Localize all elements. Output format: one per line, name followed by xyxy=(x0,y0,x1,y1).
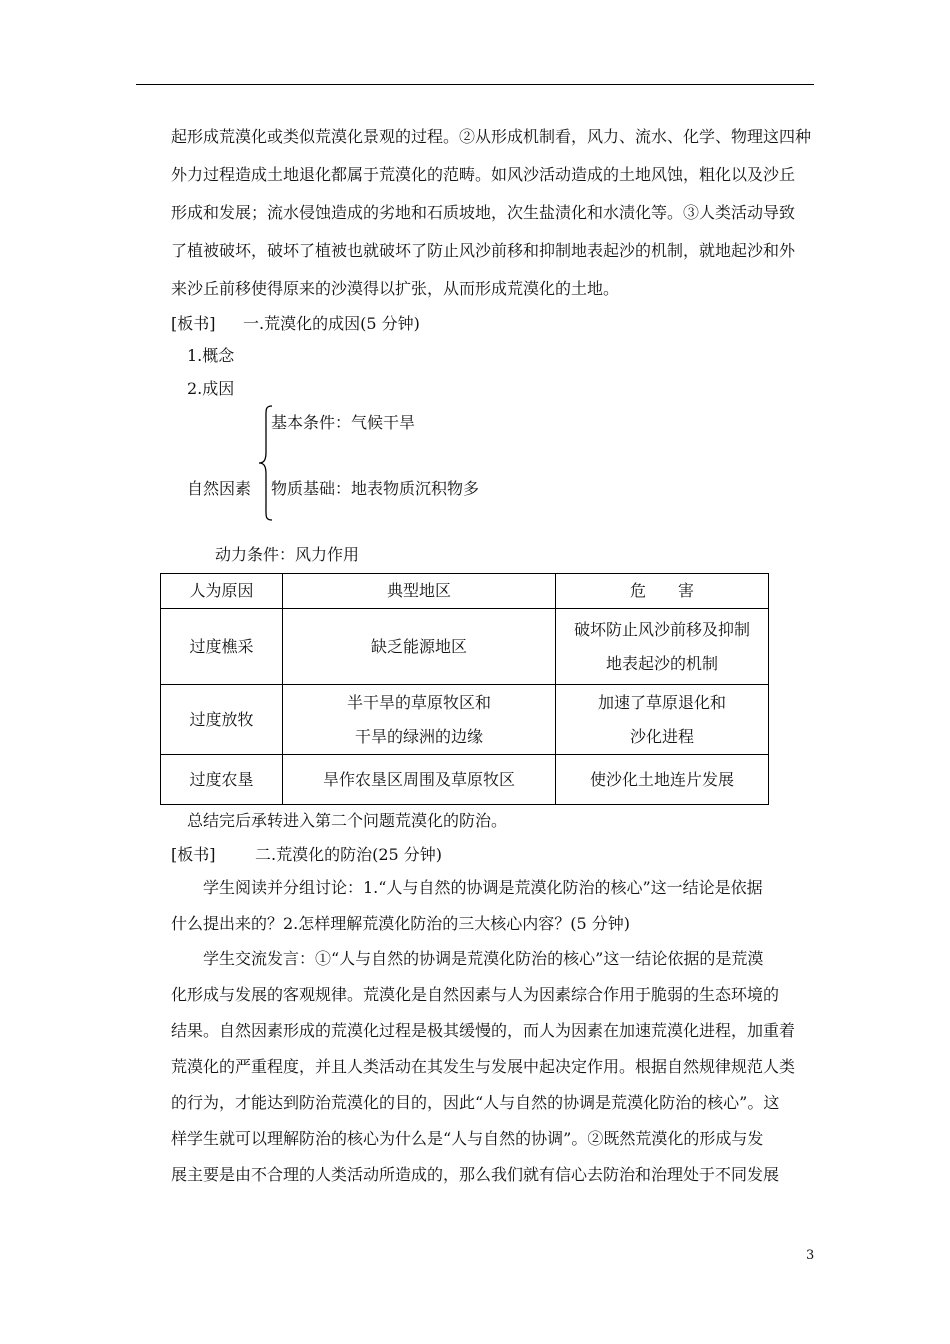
para1-line-1: 起形成荒漠化或类似荒漠化景观的过程。②从形成机制看，风力、流水、化学、物理这四种 xyxy=(171,127,812,146)
board1-title: 一.荒漠化的成因(5 分钟) xyxy=(243,314,420,333)
table-header-row xyxy=(161,574,769,609)
cell-region-line: 干旱的绿洲的边缘 xyxy=(354,726,483,746)
table-row xyxy=(161,755,769,805)
para3-line-1: 学生交流发言：①“人与自然的协调是荒漠化防治的核心”这一结论依据的是荒漠 xyxy=(203,949,764,968)
cell-region xyxy=(283,685,556,755)
board1-tag: [板书] xyxy=(171,314,216,333)
item-concept: 1.概念 xyxy=(187,346,235,365)
cell-region-line: 半干旱的草原牧区和 xyxy=(346,692,491,712)
cell-harm: 使沙化土地连片发展 xyxy=(556,755,769,805)
para1-line-4: 了植被破坏，破坏了植被也就破坏了防止风沙前移和抑制地表起沙的机制，就地起沙和外 xyxy=(171,241,796,260)
header-rule xyxy=(136,84,814,85)
cell-harm-line: 加速了草原退化和 xyxy=(597,692,726,712)
para2-line-1: 学生阅读并分组讨论：1.“人与自然的协调是荒漠化防治的核心”这一结论是依据 xyxy=(203,878,763,897)
para3-line-5: 的行为，才能达到防治荒漠化的目的，因此“人与自然的协调是荒漠化防治的核心”。这 xyxy=(171,1093,780,1112)
para1-line-2: 外力过程造成土地退化都属于荒漠化的范畴。如风沙活动造成的土地风蚀，粗化以及沙丘 xyxy=(171,165,796,184)
cell-region: 缺乏能源地区 xyxy=(283,609,556,685)
cell-region: 旱作农垦区周围及草原牧区 xyxy=(283,755,556,805)
natural-factors-label: 自然因素 xyxy=(187,479,252,498)
cell-cause: 过度放牧 xyxy=(161,685,283,755)
cell-harm-line: 沙化进程 xyxy=(629,726,694,746)
board2-title: 二.荒漠化的防治(25 分钟) xyxy=(255,845,443,864)
board2-tag: [板书] xyxy=(171,845,216,864)
para3-line-7: 展主要是由不合理的人类活动所造成的，那么我们就有信心去防治和治理处于不同发展 xyxy=(171,1165,780,1184)
cell-harm-line: 破坏防止风沙前移及抑制 xyxy=(573,619,750,639)
cell-harm-line: 地表起沙的机制 xyxy=(605,653,718,673)
table-row xyxy=(161,609,769,685)
para3-line-4: 荒漠化的严重程度，并且人类活动在其发生与发展中起决定作用。根据自然规律规范人类 xyxy=(171,1057,796,1076)
cell-harm xyxy=(556,609,769,685)
table-row xyxy=(161,685,769,755)
cell-cause: 过度樵采 xyxy=(161,609,283,685)
para1-line-3: 形成和发展；流水侵蚀造成的劣地和石质坡地，次生盐渍化和水渍化等。③人类活动导致 xyxy=(171,203,796,222)
natural-basic: 基本条件：气候干旱 xyxy=(271,413,416,432)
header-cause: 人为原因 xyxy=(161,574,283,609)
item-causes: 2.成因 xyxy=(187,379,235,398)
natural-dynamic: 动力条件：风力作用 xyxy=(215,545,360,564)
natural-material: 物质基础：地表物质沉积物多 xyxy=(271,479,480,498)
para2-line-2: 什么提出来的？2.怎样理解荒漠化防治的三大核心内容？(5 分钟) xyxy=(171,914,631,933)
cell-harm xyxy=(556,685,769,755)
para3-line-2: 化形成与发展的客观规律。荒漠化是自然因素与人为因素综合作用于脆弱的生态环境的 xyxy=(171,985,780,1004)
header-harm: 危 害 xyxy=(556,574,769,609)
cell-cause: 过度农垦 xyxy=(161,755,283,805)
para3-line-6: 样学生就可以理解防治的核心为什么是“人与自然的协调”。②既然荒漠化的形成与发 xyxy=(171,1129,764,1148)
summary-text: 总结完后承转进入第二个问题荒漠化的防治。 xyxy=(187,811,508,830)
header-region: 典型地区 xyxy=(283,574,556,609)
page-number: 3 xyxy=(806,1248,815,1263)
para3-line-3: 结果。自然因素形成的荒漠化过程是极其缓慢的，而人为因素在加速荒漠化进程，加重着 xyxy=(171,1021,796,1040)
para1-line-5: 来沙丘前移使得原来的沙漠得以扩张，从而形成荒漠化的土地。 xyxy=(171,279,620,298)
causes-table xyxy=(160,573,769,805)
